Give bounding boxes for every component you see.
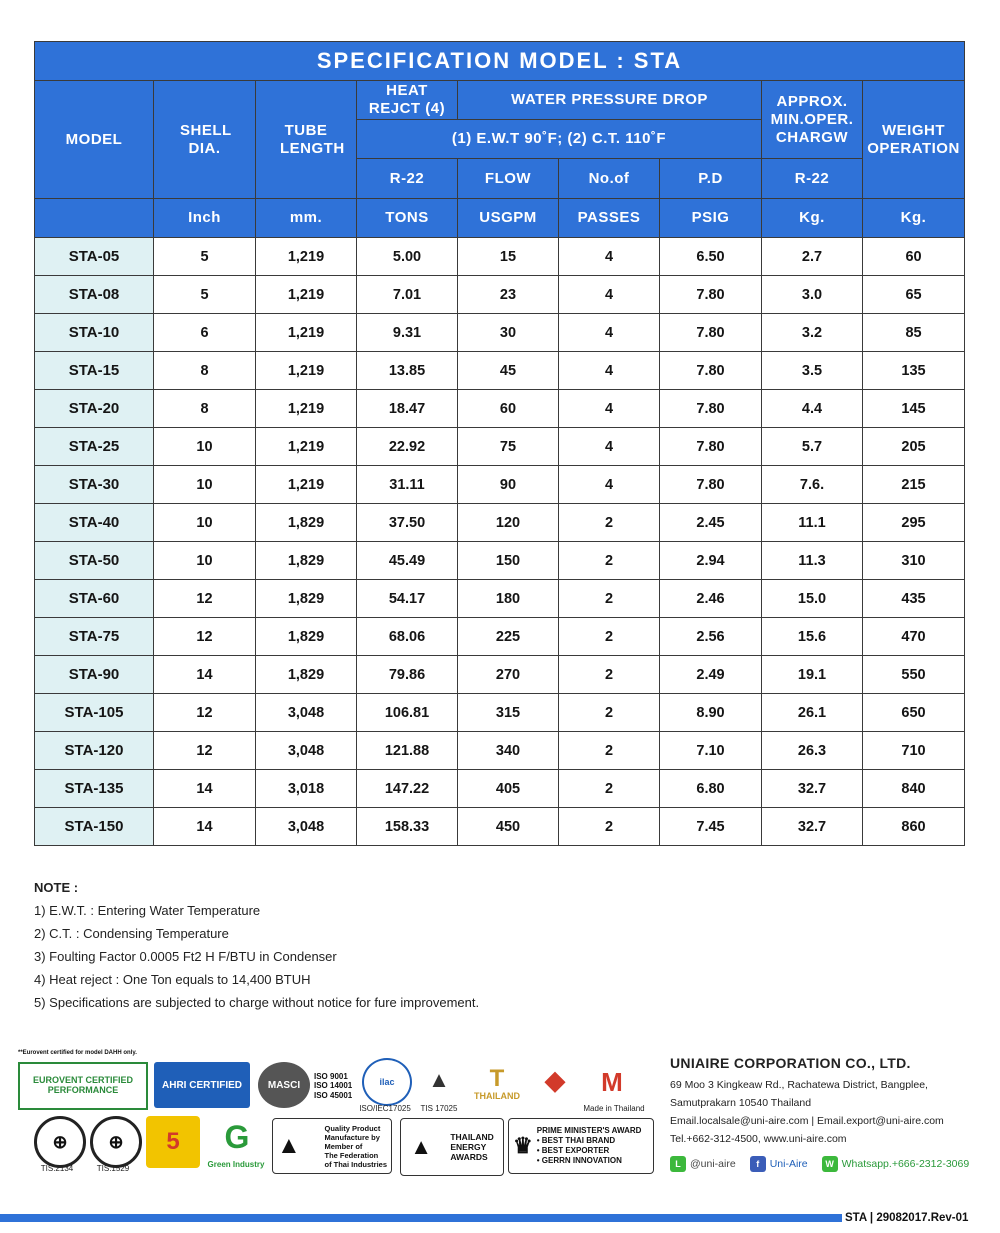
table-title: SPECIFICATION MODEL : STA [35, 42, 965, 81]
cell-tube-length: 1,829 [256, 504, 357, 542]
cell-tube-length: 1,219 [256, 314, 357, 352]
cell-model: STA-10 [35, 314, 154, 352]
tis17025-label: TIS 17025 [420, 1104, 458, 1113]
cell-pressure-drop: 7.80 [660, 428, 762, 466]
unit-tube: mm. [256, 199, 357, 238]
iso-text: ISO 9001 ISO 14001 ISO 45001 [314, 1071, 353, 1100]
unit-passes: PASSES [559, 199, 660, 238]
thailand-trusted-text: THAILAND [474, 1091, 520, 1101]
masci-logo [258, 1062, 310, 1108]
cell-heat-reject: 45.49 [357, 542, 458, 580]
cell-heat-reject: 5.00 [357, 238, 458, 276]
cell-flow: 120 [458, 504, 559, 542]
company-tel: Tel.+662-312-4500, www.uni-aire.com [670, 1133, 847, 1145]
cell-model: STA-60 [35, 580, 154, 618]
cell-pressure-drop: 8.90 [660, 694, 762, 732]
cell-weight: 85 [863, 314, 965, 352]
eurovent-text: EUROVENT CERTIFIED PERFORMANCE [32, 1075, 133, 1095]
cell-pressure-drop: 7.10 [660, 732, 762, 770]
made-in-thailand-logo: M [601, 1066, 623, 1097]
cell-passes: 2 [559, 580, 660, 618]
ftti-text: Quality Product Manufacture by Member of The Federation of Thai Industries [324, 1123, 387, 1169]
note-line: 2) C.T. : Condensing Temperature [34, 926, 229, 941]
company-email: Email.localsale@uni-aire.com | Email.export@uni-aire.com [670, 1115, 944, 1127]
cell-tube-length: 3,048 [256, 694, 357, 732]
cell-model: STA-15 [35, 352, 154, 390]
cell-flow: 60 [458, 390, 559, 428]
cell-passes: 4 [559, 390, 660, 428]
iec-logo: ilac [362, 1058, 412, 1106]
table-row [35, 580, 965, 618]
cell-model: STA-50 [35, 542, 154, 580]
cell-heat-reject: 18.47 [357, 390, 458, 428]
facebook-handle: Uni-Aire [769, 1158, 808, 1170]
cell-heat-reject: 9.31 [357, 314, 458, 352]
cell-pressure-drop: 6.50 [660, 238, 762, 276]
cell-charge: 11.1 [762, 504, 863, 542]
cell-tube-length: 1,219 [256, 276, 357, 314]
cell-shell-dia: 12 [154, 580, 256, 618]
table-row [35, 618, 965, 656]
cell-shell-dia: 12 [154, 732, 256, 770]
pm-award-title: PRIME MINISTER'S AWARD [536, 1126, 642, 1135]
cell-tube-length: 1,829 [256, 542, 357, 580]
cell-shell-dia: 5 [154, 238, 256, 276]
note-line: 4) Heat reject : One Ton equals to 14,400 BTUH [34, 972, 311, 987]
cell-flow: 30 [458, 314, 559, 352]
unit-charge: Kg. [762, 199, 863, 238]
cell-model: STA-135 [35, 770, 154, 808]
pm-award-item: • GERRN INNOVATION [536, 1156, 622, 1165]
cell-heat-reject: 147.22 [357, 770, 458, 808]
eurovent-logo [18, 1062, 148, 1110]
cell-shell-dia: 12 [154, 694, 256, 732]
cell-model: STA-20 [35, 390, 154, 428]
cell-weight: 295 [863, 504, 965, 542]
cell-heat-reject: 13.85 [357, 352, 458, 390]
sub-flow: FLOW [458, 159, 559, 199]
notes-title: NOTE : [34, 880, 79, 895]
cell-charge: 19.1 [762, 656, 863, 694]
whatsapp-icon: W [822, 1156, 838, 1172]
facebook-icon: f [750, 1156, 766, 1172]
cell-charge: 3.5 [762, 352, 863, 390]
table-row [35, 694, 965, 732]
cell-shell-dia: 12 [154, 618, 256, 656]
table-row [35, 276, 965, 314]
green-industry-logo: G [224, 1118, 250, 1155]
cell-shell-dia: 10 [154, 504, 256, 542]
cell-shell-dia: 14 [154, 770, 256, 808]
cell-pressure-drop: 6.80 [660, 770, 762, 808]
company-address-1: 69 Moo 3 Kingkeaw Rd., Rachatewa District, Bangplee, [670, 1079, 928, 1091]
sub-passes: No.of [559, 159, 660, 199]
cell-weight: 710 [863, 732, 965, 770]
table-row [35, 390, 965, 428]
cell-passes: 2 [559, 656, 660, 694]
masci-text: MASCI [267, 1079, 301, 1091]
cell-heat-reject: 121.88 [357, 732, 458, 770]
table-row [35, 732, 965, 770]
cell-passes: 2 [559, 618, 660, 656]
cell-flow: 180 [458, 580, 559, 618]
cell-shell-dia: 10 [154, 466, 256, 504]
cell-pressure-drop: 7.80 [660, 276, 762, 314]
company-name: UNIAIRE CORPORATION CO., LTD. [670, 1055, 911, 1071]
cell-model: STA-75 [35, 618, 154, 656]
pm-award-item: • BEST THAI BRAND [536, 1136, 616, 1145]
table-row [35, 656, 965, 694]
cell-charge: 32.7 [762, 808, 863, 846]
cell-flow: 23 [458, 276, 559, 314]
cell-model: STA-25 [35, 428, 154, 466]
cell-charge: 3.0 [762, 276, 863, 314]
table-row [35, 808, 965, 846]
cell-passes: 4 [559, 314, 660, 352]
thailand-trusted-logo: T THAILAND [474, 1065, 520, 1101]
cell-shell-dia: 14 [154, 656, 256, 694]
cell-weight: 550 [863, 656, 965, 694]
cell-weight: 840 [863, 770, 965, 808]
cell-flow: 340 [458, 732, 559, 770]
cell-weight: 310 [863, 542, 965, 580]
cell-passes: 4 [559, 428, 660, 466]
cell-pressure-drop: 2.49 [660, 656, 762, 694]
cell-tube-length: 3,048 [256, 732, 357, 770]
cell-flow: 315 [458, 694, 559, 732]
cell-shell-dia: 10 [154, 542, 256, 580]
cell-passes: 2 [559, 808, 660, 846]
line-handle: @uni-aire [690, 1158, 736, 1170]
tis1529-logo: ⊕ [90, 1116, 142, 1168]
cell-charge: 11.3 [762, 542, 863, 580]
cell-weight: 860 [863, 808, 965, 846]
cell-model: STA-08 [35, 276, 154, 314]
cell-flow: 405 [458, 770, 559, 808]
cell-charge: 26.3 [762, 732, 863, 770]
cell-heat-reject: 79.86 [357, 656, 458, 694]
cell-charge: 2.7 [762, 238, 863, 276]
cell-shell-dia: 8 [154, 390, 256, 428]
cell-model: STA-150 [35, 808, 154, 846]
col-model: MODEL [35, 81, 154, 199]
green-industry-label: Green Industry [207, 1160, 265, 1169]
sub-pd: P.D [660, 159, 762, 199]
cell-passes: 2 [559, 694, 660, 732]
unit-heat: TONS [357, 199, 458, 238]
cell-tube-length: 1,219 [256, 428, 357, 466]
tis2134-label: TIS.2134 [40, 1164, 74, 1173]
company-address-2: Samutprakarn 10540 Thailand [670, 1097, 812, 1109]
cell-model: STA-90 [35, 656, 154, 694]
cell-tube-length: 1,829 [256, 580, 357, 618]
cell-model: STA-30 [35, 466, 154, 504]
table-row [35, 314, 965, 352]
cell-pressure-drop: 2.45 [660, 504, 762, 542]
unit-flow: USGPM [458, 199, 559, 238]
cell-charge: 4.4 [762, 390, 863, 428]
whatsapp-number: Whatsapp.+666-2312-3069 [841, 1158, 970, 1170]
cell-shell-dia: 8 [154, 352, 256, 390]
sub-r22: R-22 [357, 159, 458, 199]
ahri-logo [154, 1062, 250, 1108]
cell-pressure-drop: 7.80 [660, 352, 762, 390]
energy-awards-text: THAILAND ENERGY AWARDS [450, 1131, 494, 1163]
cell-passes: 2 [559, 732, 660, 770]
pm-award-item: • BEST EXPORTER [536, 1146, 610, 1155]
cell-heat-reject: 158.33 [357, 808, 458, 846]
social-links [670, 1156, 990, 1172]
energy-label-5-logo: 5 [146, 1116, 200, 1168]
cell-passes: 4 [559, 276, 660, 314]
cell-pressure-drop: 2.56 [660, 618, 762, 656]
cell-passes: 4 [559, 238, 660, 276]
cell-heat-reject: 22.92 [357, 428, 458, 466]
cell-flow: 90 [458, 466, 559, 504]
cell-tube-length: 1,829 [256, 656, 357, 694]
col-heat: HEAT REJCT (4) [357, 81, 458, 120]
spec-table [34, 41, 965, 846]
cell-passes: 4 [559, 466, 660, 504]
cell-weight: 215 [863, 466, 965, 504]
cell-pressure-drop: 7.80 [660, 390, 762, 428]
table-row [35, 428, 965, 466]
cell-charge: 15.0 [762, 580, 863, 618]
cell-flow: 45 [458, 352, 559, 390]
energy-awards-logo: ▲ THAILAND ENERGY AWARDS [400, 1118, 504, 1176]
cell-heat-reject: 106.81 [357, 694, 458, 732]
iec-label: ISO/IEC17025 [359, 1104, 411, 1113]
cell-pressure-drop: 7.80 [660, 466, 762, 504]
note-line: 1) E.W.T. : Entering Water Temperature [34, 903, 261, 918]
cell-passes: 2 [559, 504, 660, 542]
unit-model-blank [35, 199, 154, 238]
footer-text: STA | 29082017.Rev-01 [845, 1212, 969, 1224]
cell-passes: 2 [559, 542, 660, 580]
ftti-logo: ▲ Quality Product Manufacture by Member of The Federation of Thai Industries [272, 1118, 392, 1174]
cell-weight: 435 [863, 580, 965, 618]
cell-shell-dia: 5 [154, 276, 256, 314]
notes [34, 880, 479, 1018]
cell-weight: 470 [863, 618, 965, 656]
cell-model: STA-05 [35, 238, 154, 276]
cell-shell-dia: 14 [154, 808, 256, 846]
company-info [670, 1055, 990, 1151]
unit-weight: Kg. [863, 199, 965, 238]
cell-charge: 32.7 [762, 770, 863, 808]
iso-list [314, 1068, 360, 1104]
cell-passes: 2 [559, 770, 660, 808]
col-shell: SHELL DIA. [154, 81, 256, 199]
note-line: 3) Foulting Factor 0.0005 Ft2 H F/BTU in Condenser [34, 949, 337, 964]
made-in-thailand-label: Made in Thailand [583, 1104, 645, 1113]
tis1529-label: TIS.1529 [96, 1164, 130, 1173]
table-body [35, 238, 965, 846]
cell-heat-reject: 31.11 [357, 466, 458, 504]
cell-charge: 7.6. [762, 466, 863, 504]
cell-tube-length: 3,018 [256, 770, 357, 808]
col-weight: WEIGHT OPERATION [863, 81, 965, 199]
cell-weight: 60 [863, 238, 965, 276]
col-tube: TUBE LENGTH [256, 81, 357, 199]
cell-flow: 15 [458, 238, 559, 276]
cell-model: STA-120 [35, 732, 154, 770]
cell-tube-length: 1,219 [256, 390, 357, 428]
cell-shell-dia: 10 [154, 428, 256, 466]
cell-weight: 205 [863, 428, 965, 466]
cell-model: STA-105 [35, 694, 154, 732]
col-approx-charge: APPROX. MIN.OPER. CHARGW [762, 81, 863, 159]
cell-tube-length: 1,219 [256, 238, 357, 276]
cell-tube-length: 1,219 [256, 466, 357, 504]
thai-flag-logo: ◆ [545, 1064, 565, 1095]
pm-award-logo: ♛ PRIME MINISTER'S AWARD • BEST THAI BRAND • BEST EXPORTER • GERRN INNOVATION [508, 1118, 654, 1174]
cell-pressure-drop: 2.94 [660, 542, 762, 580]
unit-shell: Inch [154, 199, 256, 238]
cell-heat-reject: 54.17 [357, 580, 458, 618]
table-row [35, 238, 965, 276]
line-icon: L [670, 1156, 686, 1172]
cell-charge: 15.6 [762, 618, 863, 656]
cell-heat-reject: 68.06 [357, 618, 458, 656]
table-row [35, 542, 965, 580]
cell-pressure-drop: 2.46 [660, 580, 762, 618]
cell-model: STA-40 [35, 504, 154, 542]
cell-pressure-drop: 7.80 [660, 314, 762, 352]
cell-heat-reject: 7.01 [357, 276, 458, 314]
cell-charge: 5.7 [762, 428, 863, 466]
sub-r22-charge: R-22 [762, 159, 863, 199]
cell-weight: 65 [863, 276, 965, 314]
table-row [35, 352, 965, 390]
cell-tube-length: 1,829 [256, 618, 357, 656]
note-line: 5) Specifications are subjected to charge without notice for fure improvement. [34, 995, 480, 1010]
cell-tube-length: 3,048 [256, 808, 357, 846]
table-row [35, 466, 965, 504]
tis2134-logo: ⊕ [34, 1116, 86, 1168]
cell-weight: 145 [863, 390, 965, 428]
cell-flow: 225 [458, 618, 559, 656]
cell-weight: 135 [863, 352, 965, 390]
cell-flow: 150 [458, 542, 559, 580]
cell-flow: 75 [458, 428, 559, 466]
footer-bar [0, 1214, 842, 1222]
table-row [35, 770, 965, 808]
ahri-text: AHRI CERTIFIED [162, 1079, 242, 1091]
eurovent-note: **Eurovent certified for model DAHH only. [18, 1050, 137, 1056]
cell-pressure-drop: 7.45 [660, 808, 762, 846]
tis17025-logo: ▲ [428, 1067, 450, 1092]
cell-charge: 26.1 [762, 694, 863, 732]
cell-weight: 650 [863, 694, 965, 732]
cell-flow: 450 [458, 808, 559, 846]
col-water-pressure: WATER PRESSURE DROP [458, 81, 762, 120]
unit-pd: PSIG [660, 199, 762, 238]
cell-shell-dia: 6 [154, 314, 256, 352]
table-row [35, 504, 965, 542]
cell-flow: 270 [458, 656, 559, 694]
cell-tube-length: 1,219 [256, 352, 357, 390]
cell-heat-reject: 37.50 [357, 504, 458, 542]
cell-charge: 3.2 [762, 314, 863, 352]
conditions: (1) E.W.T 90˚F; (2) C.T. 110˚F [357, 120, 762, 159]
cell-passes: 4 [559, 352, 660, 390]
